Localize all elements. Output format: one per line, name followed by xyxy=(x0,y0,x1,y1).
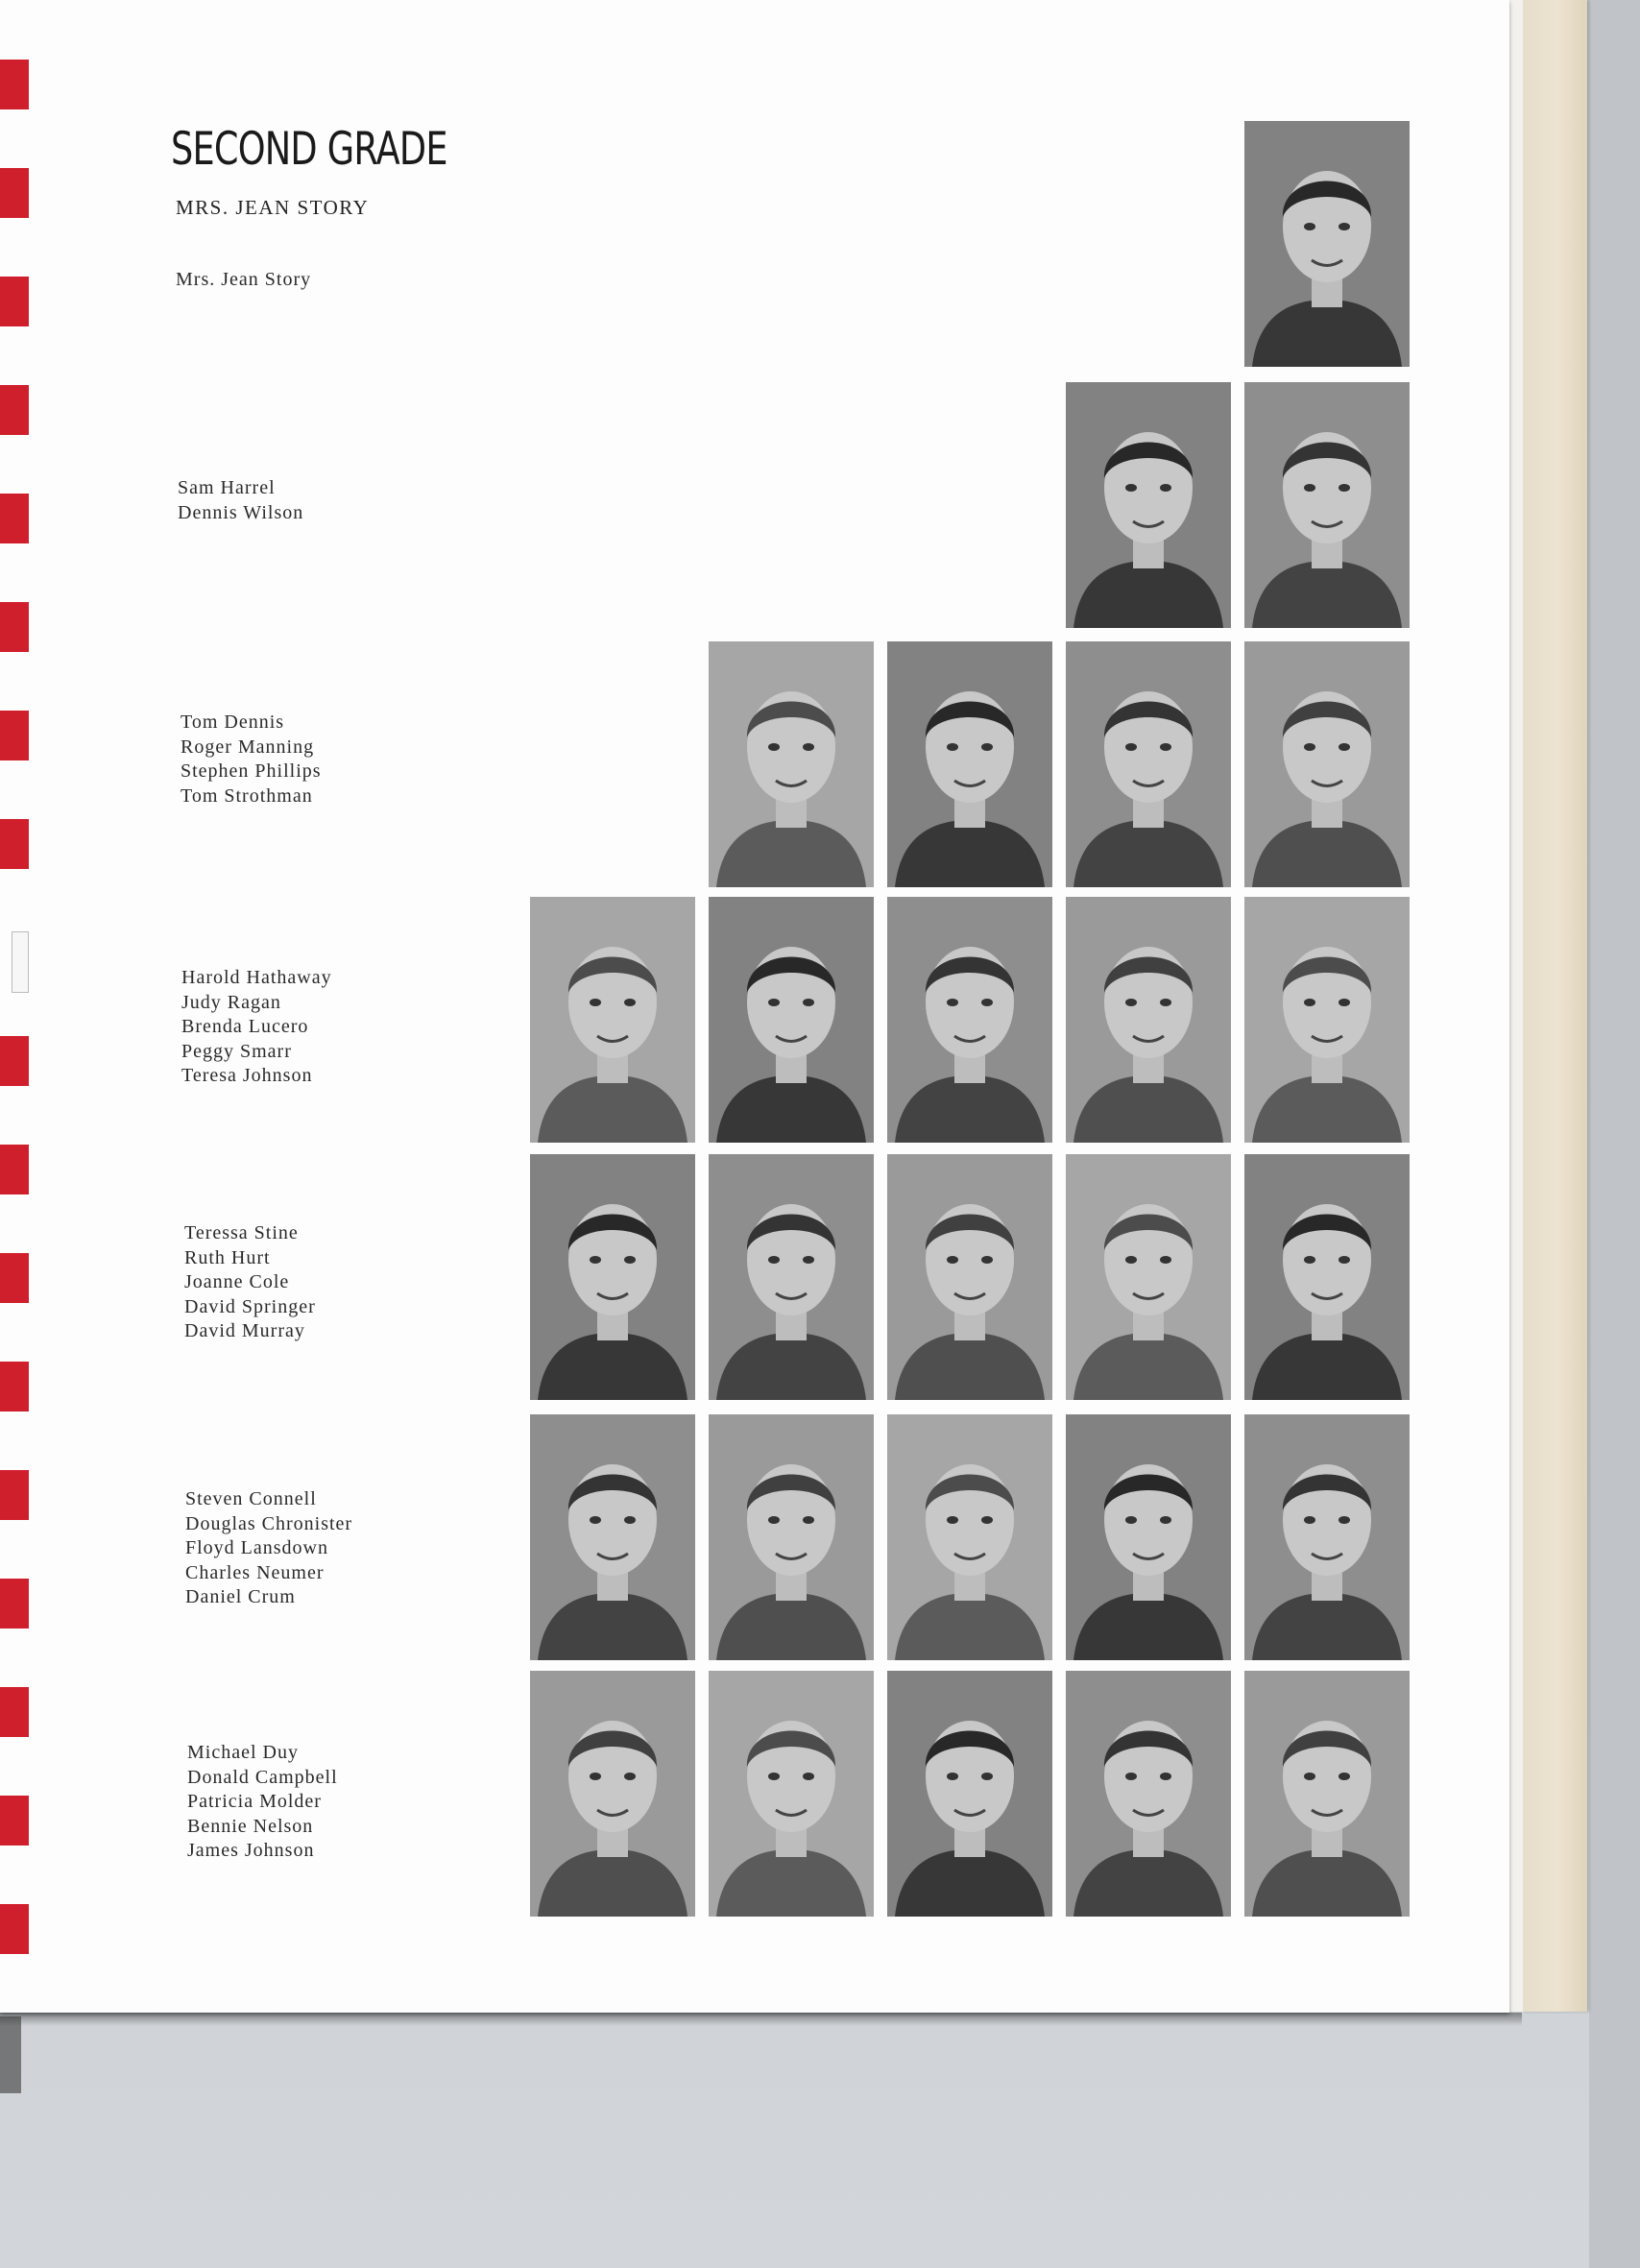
portrait-silhouette xyxy=(530,1154,695,1400)
portrait-photo xyxy=(887,1671,1052,1917)
row-4-names xyxy=(181,966,332,1089)
portrait-silhouette xyxy=(709,1671,874,1917)
student-name: Ruth Hurt xyxy=(184,1246,271,1268)
portrait-silhouette xyxy=(709,1414,874,1660)
binding-hole xyxy=(0,1470,29,1520)
binding-hole xyxy=(0,1904,29,1954)
portrait-photo xyxy=(1244,897,1410,1143)
portrait-silhouette xyxy=(1066,382,1231,628)
student-name: Harold Hathaway xyxy=(181,967,332,988)
portrait-photo xyxy=(1244,1671,1410,1917)
portrait-silhouette xyxy=(887,1414,1052,1660)
portrait-photo xyxy=(887,1154,1052,1400)
portrait-photo xyxy=(530,1154,695,1400)
portrait-photo xyxy=(1244,641,1410,887)
portrait-silhouette xyxy=(1066,1154,1231,1400)
portrait-silhouette xyxy=(1244,121,1410,367)
student-name: Joanne Cole xyxy=(184,1271,290,1292)
binding-hole xyxy=(0,60,29,109)
binding-hole xyxy=(0,1796,29,1846)
portrait-silhouette xyxy=(887,897,1052,1143)
student-name: Douglas Chronister xyxy=(185,1512,353,1534)
binding-hole xyxy=(0,1036,29,1086)
teacher-header: MRS. JEAN STORY xyxy=(176,196,370,219)
student-name: Michael Duy xyxy=(187,1742,299,1763)
portrait-photo xyxy=(1066,1414,1231,1660)
portrait-photo xyxy=(709,1414,874,1660)
student-name: David Murray xyxy=(184,1320,305,1341)
portrait-photo xyxy=(1066,897,1231,1143)
student-name: Steven Connell xyxy=(185,1488,317,1509)
student-name: James Johnson xyxy=(187,1840,315,1861)
portrait-silhouette xyxy=(709,1154,874,1400)
portrait-photo xyxy=(1066,382,1231,628)
portrait-silhouette xyxy=(530,897,695,1143)
portrait-photo xyxy=(709,641,874,887)
portrait-photo xyxy=(530,1671,695,1917)
student-name: Dennis Wilson xyxy=(178,501,304,523)
binding-hole xyxy=(0,385,29,435)
row-5-names xyxy=(184,1221,316,1344)
student-name: Donald Campbell xyxy=(187,1766,338,1788)
student-name: Stephen Phillips xyxy=(181,760,322,782)
student-name: David Springer xyxy=(184,1295,316,1317)
row-3-names xyxy=(181,711,322,808)
row-2-names xyxy=(178,476,303,525)
binding-hole xyxy=(0,1687,29,1737)
student-name: Floyd Lansdown xyxy=(185,1537,328,1558)
portrait-photo xyxy=(709,897,874,1143)
portrait-photo xyxy=(709,1154,874,1400)
scanner-right-edge xyxy=(1589,0,1640,2268)
student-name: Bennie Nelson xyxy=(187,1815,314,1837)
portrait-photo xyxy=(1244,1414,1410,1660)
portrait-silhouette xyxy=(1244,1154,1410,1400)
portrait-photo xyxy=(1066,1671,1231,1917)
binding-hole xyxy=(0,819,29,869)
student-name: Tom Dennis xyxy=(181,712,285,733)
portrait-silhouette xyxy=(709,897,874,1143)
portrait-photo xyxy=(1066,1154,1231,1400)
portrait-photo xyxy=(1244,1154,1410,1400)
student-name: Daniel Crum xyxy=(185,1586,296,1607)
binding-hole xyxy=(0,277,29,326)
row-7-names xyxy=(187,1741,338,1864)
back-page-edge xyxy=(1522,0,1587,2012)
portrait-silhouette xyxy=(1244,382,1410,628)
portrait-photo xyxy=(887,641,1052,887)
portrait-photo xyxy=(530,897,695,1143)
left-bottom-shadow xyxy=(0,2016,21,2093)
binding-hole xyxy=(0,494,29,543)
portrait-silhouette xyxy=(887,641,1052,887)
portrait-silhouette xyxy=(1244,641,1410,887)
portrait-silhouette xyxy=(1066,897,1231,1143)
portrait-photo xyxy=(887,897,1052,1143)
student-name: Judy Ragan xyxy=(181,991,281,1013)
binding-hole xyxy=(0,168,29,218)
portrait-photo xyxy=(530,1414,695,1660)
student-name: Brenda Lucero xyxy=(181,1016,309,1037)
portrait-silhouette xyxy=(887,1671,1052,1917)
portrait-silhouette xyxy=(1066,641,1231,887)
student-name: Teressa Stine xyxy=(184,1222,299,1243)
binding-hole xyxy=(12,931,29,993)
page-bottom-shadow xyxy=(0,2013,1522,2026)
portrait-silhouette xyxy=(1244,1671,1410,1917)
portrait-photo xyxy=(1244,121,1410,367)
binding-hole xyxy=(0,1362,29,1411)
row-6-names xyxy=(185,1487,352,1610)
student-name: Patricia Molder xyxy=(187,1791,322,1812)
student-name: Peggy Smarr xyxy=(181,1040,292,1062)
portrait-silhouette xyxy=(530,1414,695,1660)
binding-hole xyxy=(0,602,29,652)
student-name: Teresa Johnson xyxy=(181,1065,313,1086)
binding-hole xyxy=(0,711,29,760)
portrait-photo xyxy=(1066,641,1231,887)
portrait-photo xyxy=(1244,382,1410,628)
portrait-photo xyxy=(709,1671,874,1917)
page-fold-edge xyxy=(1509,0,1523,2012)
portrait-silhouette xyxy=(709,641,874,887)
portrait-silhouette xyxy=(1244,1414,1410,1660)
student-name: Charles Neumer xyxy=(185,1561,325,1583)
page-title: SECOND GRADE xyxy=(171,123,447,176)
binding-hole xyxy=(0,1579,29,1629)
row-1-names xyxy=(176,268,311,293)
portrait-silhouette xyxy=(1244,897,1410,1143)
student-name: Roger Manning xyxy=(181,736,315,758)
student-name: Sam Harrel xyxy=(178,477,276,498)
binding-hole xyxy=(0,1253,29,1303)
portrait-silhouette xyxy=(887,1154,1052,1400)
portrait-silhouette xyxy=(530,1671,695,1917)
portrait-silhouette xyxy=(1066,1414,1231,1660)
student-name: Mrs. Jean Story xyxy=(176,269,312,290)
portrait-silhouette xyxy=(1066,1671,1231,1917)
portrait-photo xyxy=(887,1414,1052,1660)
binding-hole xyxy=(0,1145,29,1194)
student-name: Tom Strothman xyxy=(181,784,313,807)
